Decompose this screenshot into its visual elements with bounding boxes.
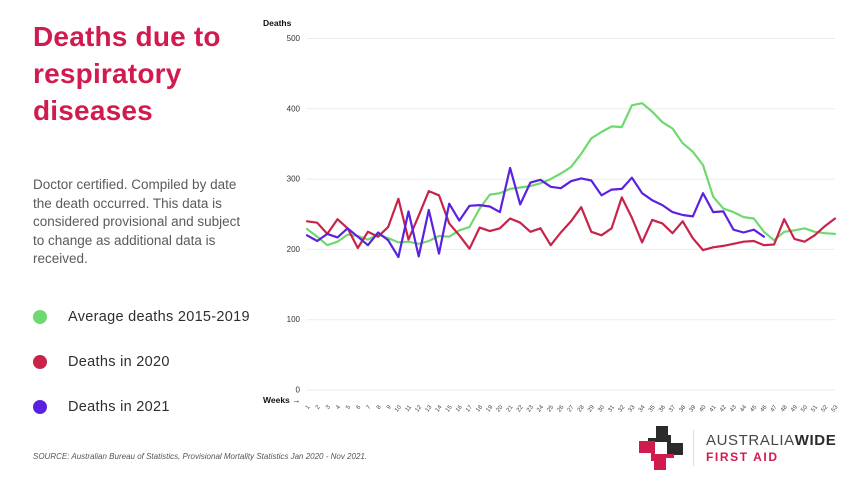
x-axis-tick-label: 32: [617, 404, 627, 414]
legend-dot-red: [33, 355, 47, 369]
x-axis-tick-label: 28: [576, 404, 586, 414]
logo-brand-regular: AUSTRALIA: [706, 432, 795, 449]
logo-subtitle: FIRST AID: [706, 450, 779, 464]
page-title: [33, 18, 221, 129]
y-axis-tick-label: 500: [286, 34, 300, 43]
x-axis-title: Weeks →: [263, 395, 301, 405]
x-axis-tick-label: 3: [325, 404, 332, 411]
legend-label-average: Average deaths 2015-2019: [68, 309, 250, 325]
x-axis-tick-label: 20: [495, 404, 505, 414]
x-axis-tick-label: 44: [739, 404, 749, 414]
description-text: Doctor certified. Compiled by date the death occurred. This data is considered provisional and subject to change as additional data is received.: [33, 177, 241, 266]
x-axis-tick-label: 52: [820, 404, 830, 414]
legend: [33, 310, 250, 445]
source-attribution: SOURCE: Australian Bureau of Statistics, Provisional Mortality Statistics Jan 2020 - Nov 2021.: [33, 452, 368, 461]
x-axis-tick-label: 49: [790, 404, 799, 414]
brand-logo: [639, 426, 836, 470]
y-axis-tick-label: 100: [286, 315, 300, 325]
series-line-0: [307, 103, 835, 245]
x-axis-tick-label: 53: [830, 404, 840, 414]
x-axis-tick-label: 17: [465, 404, 475, 414]
x-axis-tick-label: 22: [515, 404, 525, 414]
x-axis-tick-label: 40: [698, 404, 708, 414]
legend-label-2020: Deaths in 2020: [68, 354, 170, 370]
first-aid-cross-icon: [639, 426, 683, 470]
x-axis-tick-label: 12: [414, 404, 424, 414]
logo-brand-name: [706, 432, 836, 449]
x-axis-tick-label: 8: [375, 404, 383, 411]
x-axis-tick-label: 23: [526, 404, 535, 414]
x-axis-tick-label: 25: [546, 404, 556, 414]
x-axis-tick-label: 38: [678, 404, 688, 414]
x-axis-tick-label: 11: [404, 404, 414, 414]
x-axis-tick-label: 13: [424, 404, 434, 414]
x-axis-tick-label: 41: [708, 404, 718, 414]
x-axis-tick-label: 7: [365, 404, 373, 411]
x-axis-tick-label: 50: [800, 404, 810, 414]
x-axis-tick-label: 16: [455, 404, 464, 414]
x-axis-tick-label: 4: [335, 404, 343, 411]
x-axis-tick-label: 29: [587, 404, 596, 414]
x-axis-tick-label: 42: [719, 404, 728, 414]
x-axis-tick-label: 51: [810, 404, 820, 414]
page-title-line-1: Deaths due to: [33, 21, 221, 52]
x-axis-tick-label: 47: [769, 404, 779, 414]
legend-dot-green: [33, 310, 47, 324]
x-axis-tick-label: 19: [485, 404, 495, 414]
y-axis-tick-label: 200: [286, 244, 300, 254]
x-axis-tick-label: 33: [627, 404, 637, 414]
x-axis-tick-label: 15: [444, 404, 454, 414]
x-axis-tick-label: 5: [345, 404, 353, 411]
x-axis-tick-label: 39: [688, 404, 698, 414]
legend-item-2020: [33, 355, 250, 369]
legend-item-2021: [33, 400, 250, 414]
y-axis-title: Deaths: [263, 18, 292, 28]
x-axis-tick-label: 37: [668, 404, 678, 414]
x-axis-tick-label: 24: [536, 404, 546, 414]
x-axis-tick-label: 31: [607, 404, 617, 414]
series-line-2: [307, 168, 764, 257]
y-axis-tick-label: 400: [286, 104, 300, 114]
x-axis-tick-label: 48: [779, 404, 789, 414]
y-axis-tick-label: 300: [286, 174, 300, 184]
x-axis-tick-label: 1: [304, 404, 312, 411]
logo-brand-bold: WIDE: [794, 432, 837, 449]
logo-divider: [693, 430, 694, 466]
x-axis-tick-label: 2: [314, 404, 322, 411]
page-title-line-3: diseases: [33, 95, 153, 126]
legend-dot-purple: [33, 400, 47, 414]
legend-label-2021: Deaths in 2021: [68, 399, 170, 415]
x-axis-tick-label: 43: [729, 404, 739, 414]
x-axis-tick-label: 46: [759, 404, 769, 414]
x-axis-tick-label: 10: [394, 404, 403, 414]
x-axis-tick-label: 21: [505, 404, 515, 414]
line-chart: [255, 10, 854, 430]
y-axis-tick-label: 0: [295, 385, 300, 395]
x-axis-tick-label: 26: [556, 404, 566, 414]
x-axis-tick-label: 9: [386, 404, 393, 411]
x-axis-tick-label: 18: [475, 404, 485, 414]
logo-text: [706, 432, 836, 464]
chart-svg: [255, 10, 854, 430]
x-axis-tick-label: 45: [749, 404, 759, 414]
x-axis-tick-label: 14: [434, 404, 444, 414]
page-title-line-2: respiratory: [33, 58, 182, 89]
x-axis-tick-label: 36: [658, 404, 667, 414]
x-axis-tick-label: 35: [647, 404, 657, 414]
legend-item-average: [33, 310, 250, 324]
x-axis-tick-label: 27: [566, 404, 576, 414]
x-axis-tick-label: 34: [637, 404, 647, 414]
x-axis-tick-label: 30: [597, 404, 607, 414]
x-axis-tick-label: 6: [355, 404, 363, 411]
